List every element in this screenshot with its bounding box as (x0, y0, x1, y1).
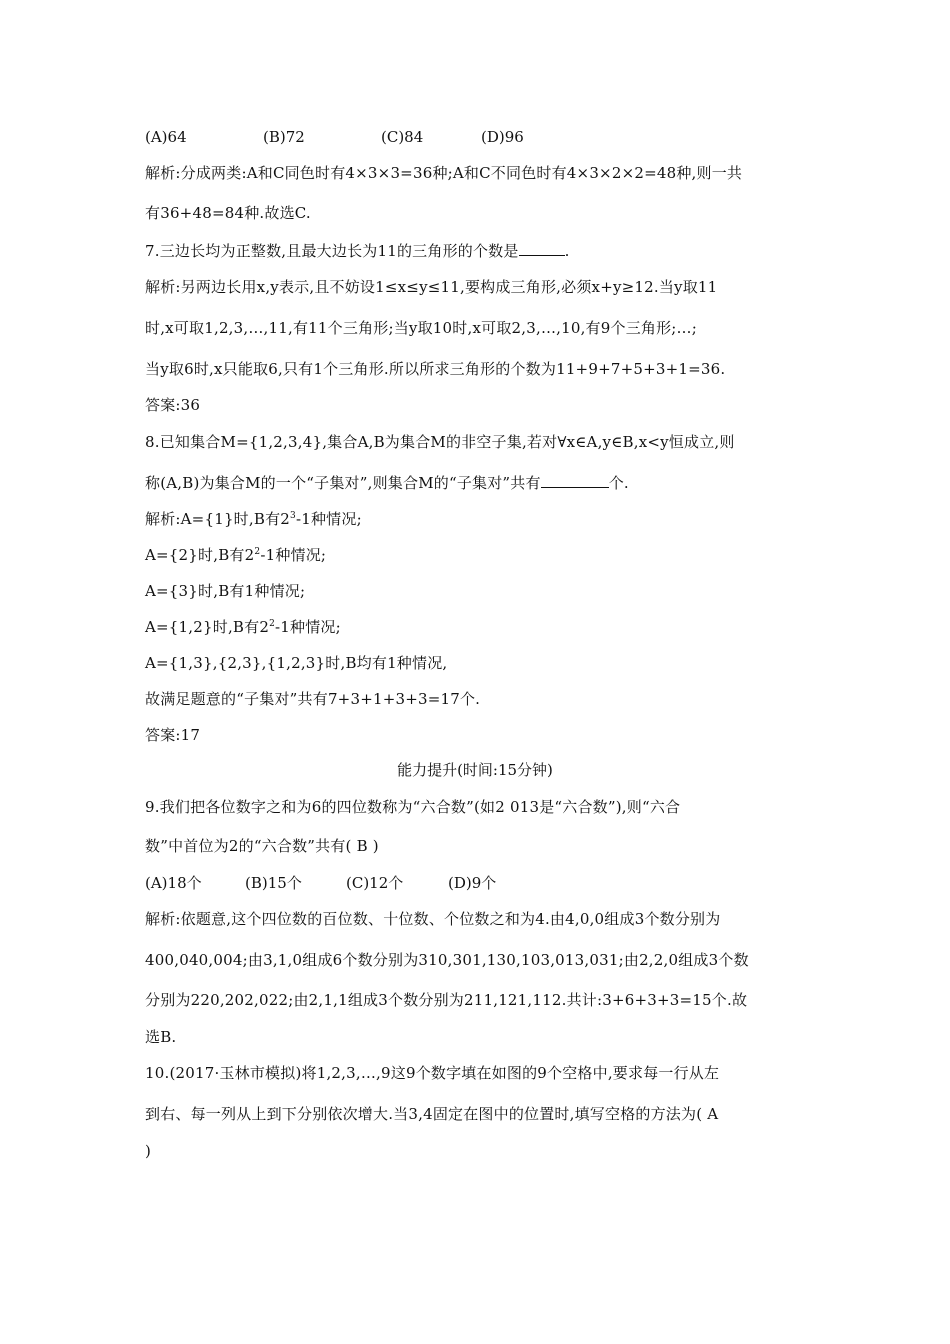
q6-analysis-line-2: 有36+48=84种.故选C. (145, 204, 311, 222)
q9-analysis-line-1: 解析:依题意,这个四位数的百位数、十位数、个位数之和为4.由4,0,0组成3个数分别为 (145, 910, 721, 928)
q8-analysis-line-6: 故满足题意的“子集对”共有7+3+1+3+3=17个. (145, 690, 481, 708)
q6-option-c: (C)84 (381, 128, 424, 146)
q8-a4-tail: -1种情况; (275, 618, 341, 636)
q8-stem-text: 称(A,B)为集合M的一个“子集对”,则集合M的“子集对”共有 (145, 474, 541, 492)
q7-stem (145, 240, 570, 261)
q7-stem-text: 7.三边长均为正整数,且最大边长为11的三角形的个数是 (145, 242, 519, 260)
q8-stem-end: 个. (608, 474, 629, 492)
q8-a2-tail: -1种情况; (260, 546, 327, 564)
q9-option-d: (D)9个 (448, 874, 497, 892)
q8-a1-text: 解析:A={1}时,B有2 (145, 510, 291, 528)
q7-answer: 答案:36 (145, 396, 201, 414)
q8-answer-blank (541, 472, 609, 488)
q8-a1-tail: -1种情况; (295, 510, 362, 528)
q7-analysis-line-3: 当y取6时,x只能取6,只有1个三角形.所以所求三角形的个数为11+9+7+5+3+1=36. (145, 360, 726, 378)
q9-stem-line-1: 9.我们把各位数字之和为6的四位数称为“六合数”(如2 013是“六合数”),则“六合 (145, 798, 681, 816)
q6-option-a: (A)64 (145, 128, 187, 146)
q8-answer: 答案:17 (145, 726, 201, 744)
q10-stem-line-1: 10.(2017·玉林市模拟)将1,2,3,…,9这9个数字填在如图的9个空格中,要求每一行从左 (145, 1064, 720, 1082)
q6-option-d: (D)96 (481, 128, 524, 146)
q6-analysis-line-1: 解析:分成两类:A和C同色时有4×3×3=36种;A和C不同色时有4×3×2×2=48种,则一共 (145, 164, 743, 182)
q8-analysis-line-5: A={1,3},{2,3},{1,2,3}时,B均有1种情况, (145, 654, 448, 672)
q9-option-b: (B)15个 (245, 874, 302, 892)
q9-analysis-line-4: 选B. (145, 1028, 177, 1046)
q7-stem-end: . (564, 242, 570, 260)
q7-answer-blank (519, 240, 565, 256)
q8-a4-text: A={1,2}时,B有2 (145, 618, 270, 636)
q8-analysis-line-2 (145, 545, 326, 565)
q8-analysis-line-3: A={3}时,B有1种情况; (145, 582, 306, 600)
q8-stem-line-1: 8.已知集合M={1,2,3,4},集合A,B为集合M的非空子集,若对∀x∈A,y∈B,x<y恒成立,则 (145, 433, 735, 451)
q8-a1-exponent: 3 (290, 511, 296, 521)
q8-stem-line-2 (145, 472, 629, 493)
q9-analysis-line-3: 分别为220,202,022;由2,1,1组成3个数分别为211,121,112.共计:3+6+3+3=15个.故 (145, 991, 748, 1009)
q9-option-c: (C)12个 (346, 874, 404, 892)
q8-analysis-line-1 (145, 509, 362, 529)
q9-analysis-line-2: 400,040,004;由3,1,0组成6个数分别为310,301,130,103,013,031;由2,2,0组成3个数 (145, 951, 749, 969)
q8-analysis-line-4 (145, 617, 341, 637)
q8-a2-exponent: 2 (254, 547, 261, 557)
q8-a4-exponent: 2 (269, 619, 276, 629)
section-title: 能力提升(时间:15分钟) (397, 761, 553, 779)
q8-a2-text: A={2}时,B有2 (145, 546, 255, 564)
q6-option-b: (B)72 (263, 128, 305, 146)
q9-stem-line-2: 数”中首位为2的“六合数”共有( B ) (145, 837, 379, 855)
q7-analysis-line-1: 解析:另两边长用x,y表示,且不妨设1≤x≤y≤11,要构成三角形,必须x+y≥12.当y取11 (145, 278, 718, 296)
q10-stem-line-2: 到右、每一列从上到下分别依次增大.当3,4固定在图中的位置时,填写空格的方法为( A (145, 1105, 719, 1123)
q10-stem-line-3: ) (145, 1142, 152, 1160)
q7-analysis-line-2: 时,x可取1,2,3,…,11,有11个三角形;当y取10时,x可取2,3,…,10,有9个三角形;…; (145, 319, 698, 337)
q9-option-a: (A)18个 (145, 874, 202, 892)
